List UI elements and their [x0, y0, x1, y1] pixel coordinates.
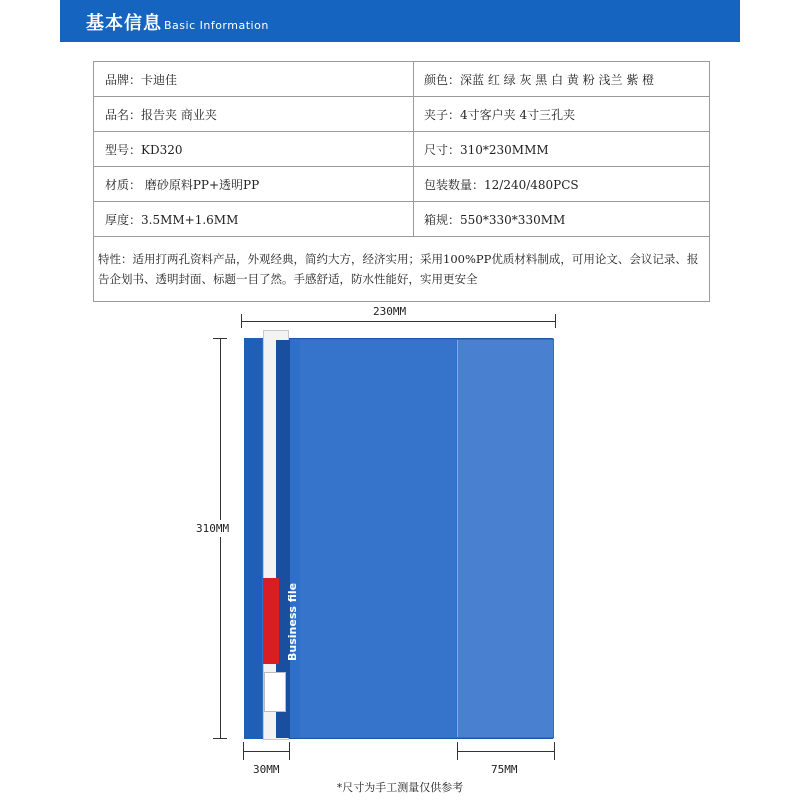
- spec-packing: 包装数量：12/240/480PCS: [414, 167, 710, 202]
- spine-label-text: Business file: [286, 582, 299, 661]
- spec-brand: 品牌：卡迪佳: [94, 62, 414, 97]
- height-label: 310MM: [196, 522, 230, 535]
- table-row-feature: [94, 237, 710, 302]
- height-dimension-line: [220, 338, 221, 739]
- table-row: [94, 167, 710, 202]
- folder-cover-sheen: [300, 340, 456, 737]
- folder-spine-edge: [244, 338, 262, 739]
- pocket-label: 75MM: [491, 763, 518, 776]
- section-title: 基本信息 Basic Information: [86, 13, 269, 34]
- width-label: 230MM: [370, 305, 409, 318]
- spec-colors: 颜色：深蓝 红 绿 灰 黑 白 黄 粉 浅兰 紫 橙: [414, 62, 710, 97]
- spec-clip: 夹子：4寸客户夹 4寸三孔夹: [414, 97, 710, 132]
- spec-material: 材质： 磨砂原料PP+透明PP: [94, 167, 414, 202]
- table-row: [94, 97, 710, 132]
- measurement-note: *尺寸为手工测量仅供参考: [336, 781, 464, 794]
- spine-barcode-label: [264, 672, 286, 712]
- spine-label-red: [263, 578, 279, 664]
- pocket-dimension-line: [457, 751, 555, 752]
- width-dimension-line: [241, 321, 556, 322]
- spec-model: 型号：KD320: [94, 132, 414, 167]
- folder-pocket: [457, 340, 554, 737]
- spec-size: 尺寸：310*230MMM: [414, 132, 710, 167]
- section-subtitle: Basic Information: [164, 19, 269, 32]
- spec-thickness: 厚度：3.5MM+1.6MM: [94, 202, 414, 237]
- table-row: [94, 132, 710, 167]
- table-row: [94, 62, 710, 97]
- spec-feature: 特性：适用打两孔资料产品，外观经典，简约大方，经济实用；采用100%PP优质材料制成，可用论文、会议记录、报告企划书、透明封面、标题一目了然。手感舒适，防水性能好，实用更安全: [94, 237, 710, 302]
- spec-carton: 箱规：550*330*330MM: [414, 202, 710, 237]
- spec-product-name: 品名：报告夹 商业夹: [94, 97, 414, 132]
- table-row: [94, 202, 710, 237]
- spine-dimension-line: [243, 751, 290, 752]
- section-header: [60, 0, 740, 42]
- spine-label: 30MM: [253, 763, 280, 776]
- spec-table: [93, 61, 710, 302]
